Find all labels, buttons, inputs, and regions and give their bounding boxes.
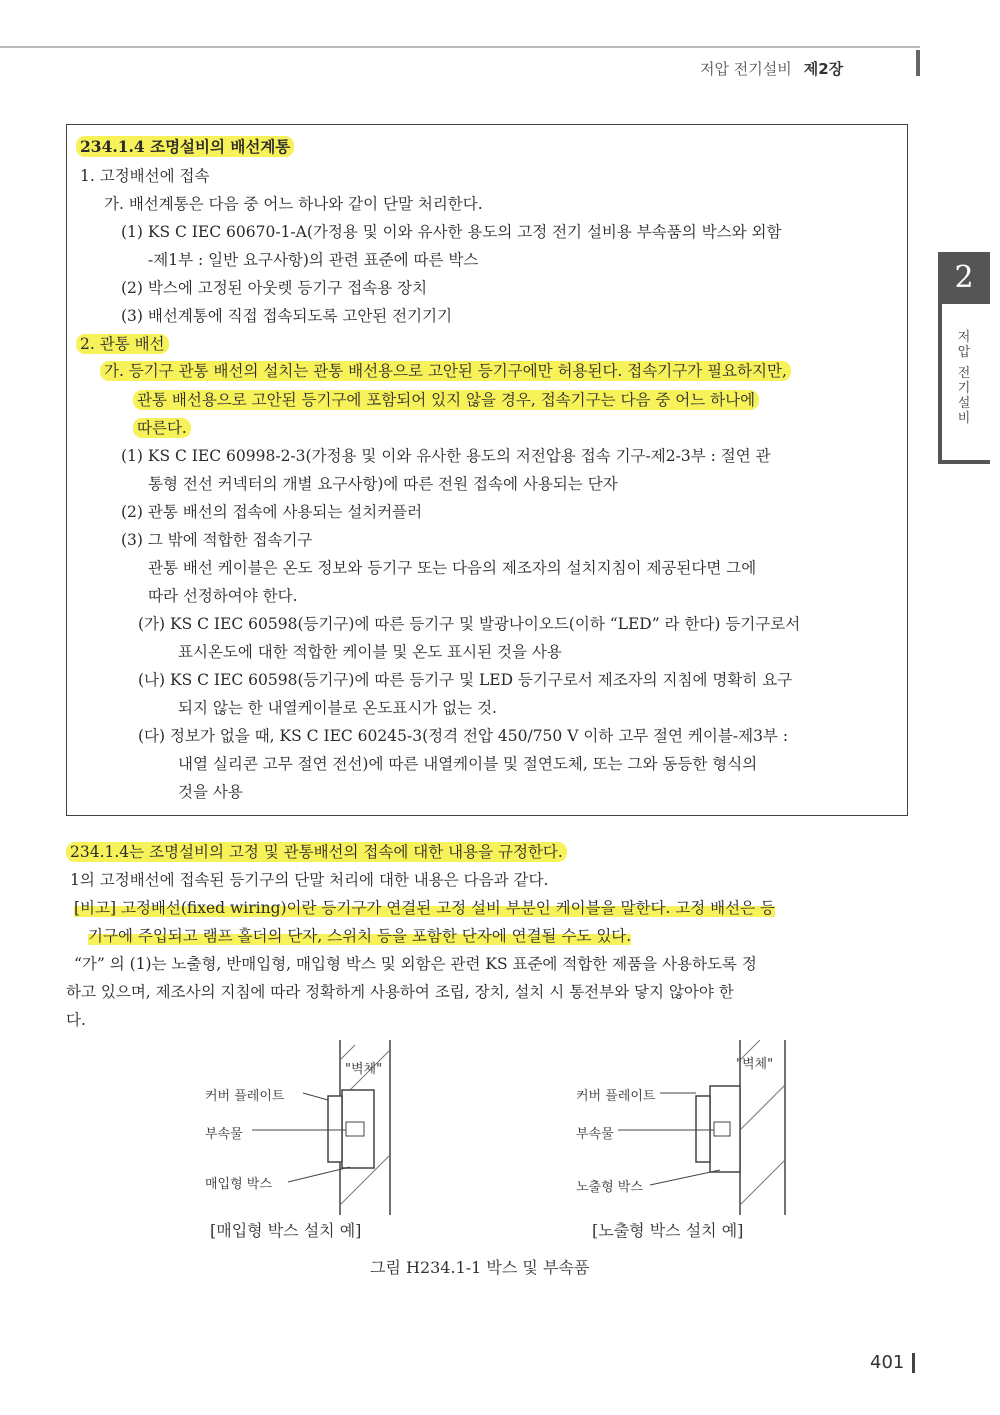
header-section: 저압 전기설비	[700, 60, 792, 78]
box-line: (1) KS C IEC 60670-1-A(가정용 및 이와 유사한 용도의 고정 전기 설비용 부속품의 박스와 외함	[121, 223, 782, 241]
page-number: 401	[870, 1352, 905, 1373]
box-line-text: 2. 관통 배선	[76, 334, 169, 354]
body-line	[88, 926, 631, 946]
flush-box-caption: [매입형 박스 설치 예]	[210, 1221, 362, 1240]
box-line	[133, 390, 759, 410]
body-line-text: 기구에 주입되고 램프 홀더의 단자, 스위치 등을 포함한 단자에 연결될 수도 있다.	[88, 927, 632, 945]
box-line: (3) 그 밖에 적합한 접속기구	[121, 531, 313, 549]
box-line: 1. 고정배선에 접속	[80, 167, 210, 185]
body-line	[74, 898, 775, 918]
box-line: 가. 배선계통은 다음 중 어느 하나와 같이 단말 처리한다.	[104, 195, 483, 213]
box-line	[133, 418, 191, 438]
body-line	[66, 842, 567, 862]
chapter-tab-glyph: 비	[957, 411, 971, 426]
chapter-tab-glyph: 저	[957, 330, 971, 345]
flush-accessory-label: 부속물	[205, 1127, 243, 1142]
body-line-text: 234.1.4는 조명설비의 고정 및 관통배선의 접속에 대한 내용을 규정한다.	[66, 842, 567, 862]
box-line: (3) 배선계통에 직접 접속되도록 고안된 전기기기	[121, 307, 453, 325]
box-line: (다) 정보가 없을 때, KS C IEC 60245-3(정격 전압 450/750 V 이하 고무 절연 케이블-제3부 :	[138, 727, 789, 745]
chapter-tab-title	[955, 330, 973, 426]
box-line-text: 가. 등기구 관통 배선의 설치는 관통 배선용으로 고안된 등기구에만 허용된다. 접속기구가 필요하지만,	[100, 361, 791, 381]
box-line: 것을 사용	[178, 783, 243, 801]
box-line: (나) KS C IEC 60598(등기구)에 따른 등기구 및 LED 등기구로서 제조자의 지침에 명확히 요구	[138, 671, 793, 689]
box-line-text: 관통 배선용으로 고안된 등기구에 포함되어 있지 않을 경우, 접속기구는 다음 중 어느 하나에	[133, 390, 759, 410]
box-line	[76, 334, 169, 354]
page-number-bar	[912, 1353, 915, 1373]
header-rule	[0, 46, 920, 48]
figure-caption: 그림 H234.1-1 박스 및 부속품	[370, 1258, 590, 1277]
chapter-tab-number: 2	[938, 252, 990, 304]
box-line: 통형 전선 커넥터의 개별 요구사항)에 따른 전원 접속에 사용되는 단자	[148, 475, 618, 493]
body-line-text: [비고] 고정배선(fixed wiring)이란 등기구가 연결된 고정 설비 부분인 케이블을 말한다. 고정 배선은 등	[74, 899, 775, 917]
box-line: (1) KS C IEC 60998-2-3(가정용 및 이와 유사한 용도의 저전압용 접속 기구-제2-3부 : 절연 관	[121, 447, 771, 465]
body-line: 다.	[66, 1011, 86, 1029]
surface-cover-label: 커버 플레이트	[576, 1089, 656, 1104]
chapter-tab-glyph: 압	[957, 345, 971, 360]
box-line: 내열 실리콘 고무 절연 전선)에 따른 내열케이블 및 절연도체, 또는 그와 동등한 형식의	[178, 755, 758, 773]
box-line: (2) 박스에 고정된 아웃렛 등기구 접속용 장치	[121, 279, 428, 297]
flush-box-label: 매입형 박스	[205, 1177, 272, 1192]
flush-wall-label: "벽체"	[345, 1062, 383, 1077]
surface-wall-label: "벽체"	[736, 1057, 774, 1072]
box-line-text: 따른다.	[133, 418, 191, 438]
box-line: 관통 배선 케이블은 온도 정보와 등기구 또는 다음의 제조자의 설치지침이 제공된다면 그에	[148, 559, 757, 577]
box-line: (가) KS C IEC 60598(등기구)에 따른 등기구 및 발광나이오드(이하 “LED” 라 한다) 등기구로서	[138, 615, 801, 633]
chapter-tab-glyph: 기	[957, 381, 971, 396]
box-line: (2) 관통 배선의 접속에 사용되는 설치커플러	[121, 503, 423, 521]
box-title-text: 234.1.4 조명설비의 배선계통	[76, 136, 294, 157]
chapter-tab-glyph: 전	[957, 366, 971, 381]
body-line: 하고 있으며, 제조사의 지침에 따라 정확하게 사용하여 조립, 장치, 설치 시 통전부와 닿지 않아야 한	[66, 983, 734, 1001]
header-chapter: 제2장	[803, 60, 844, 78]
body-line: 1의 고정배선에 접속된 등기구의 단말 처리에 대한 내용은 다음과 같다.	[70, 871, 549, 889]
box-line: 따라 선정하여야 한다.	[148, 587, 298, 605]
box-title	[76, 137, 294, 157]
chapter-tab-foot	[938, 460, 990, 464]
body-line: “가” 의 (1)는 노출형, 반매입형, 매입형 박스 및 외함은 관련 KS 표준에 적합한 제품을 사용하도록 정	[74, 955, 757, 973]
header-bar	[916, 50, 920, 76]
surface-box-label: 노출형 박스	[576, 1180, 643, 1195]
surface-accessory-label: 부속물	[576, 1127, 614, 1142]
flush-cover-label: 커버 플레이트	[205, 1089, 285, 1104]
chapter-tab-glyph: 설	[957, 396, 971, 411]
box-line	[100, 361, 791, 381]
box-line: 표시온도에 대한 적합한 케이블 및 온도 표시된 것을 사용	[178, 643, 562, 661]
box-line: -제1부 : 일반 요구사항)의 관련 표준에 따른 박스	[148, 251, 479, 269]
box-line: 되지 않는 한 내열케이블로 온도표시가 없는 것.	[178, 699, 497, 717]
surface-box-caption: [노출형 박스 설치 예]	[592, 1221, 744, 1240]
running-header	[700, 58, 910, 79]
chapter-tab-line	[938, 304, 942, 464]
